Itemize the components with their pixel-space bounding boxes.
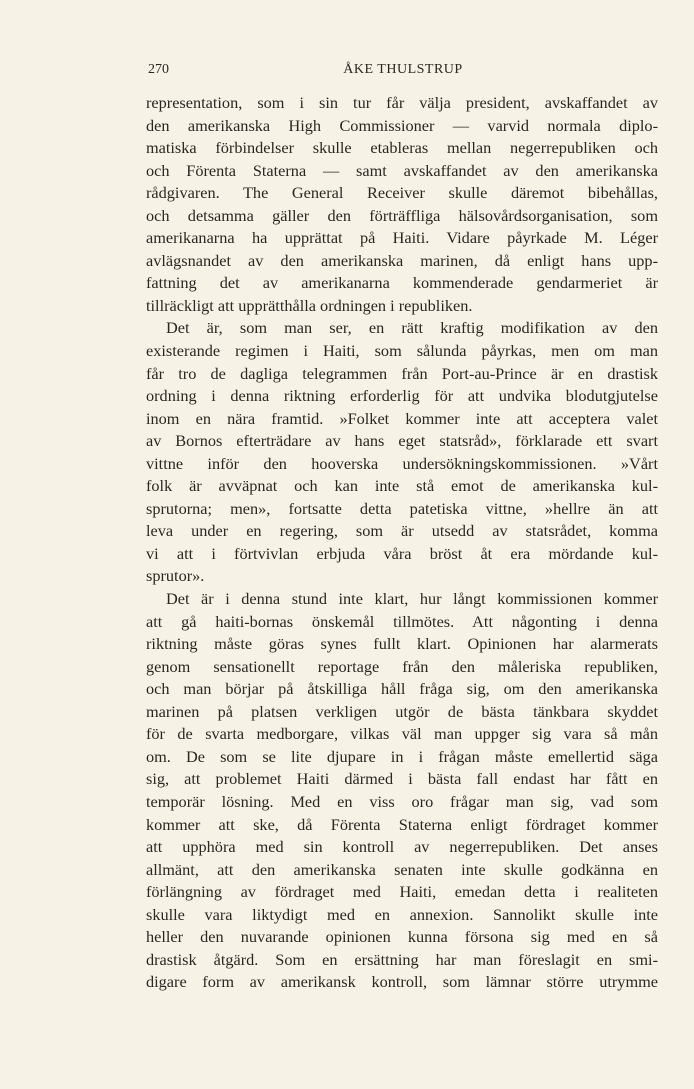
- text-line: Det är i denna stund inte klart, hur långt kommissionen kommer: [166, 589, 658, 609]
- text-line: sig, att problemet Haiti därmed i bästa fall endast har fått en: [146, 769, 658, 789]
- text-line: representation, som i sin tur får välja president, avskaffandet av: [146, 93, 658, 112]
- text-line: ordning i denna riktning erforderlig för att undvika blodutgjutelse: [146, 386, 658, 406]
- text-line: får tro de dagliga telegrammen från Port-au-Prince är en drastisk: [146, 363, 658, 383]
- text-line: avlägsnandet av den amerikanska marinen, då enligt hans upp-: [146, 250, 658, 270]
- text-line: riktning måste göras synes fullt klart. Opinionen har alarmerats: [146, 634, 658, 654]
- text-line: kommer att ske, då Förenta Staterna enligt fördraget kommer: [146, 814, 658, 834]
- text-line: marinen på platsen verkligen utgör de bästa tänkbara skyddet: [146, 701, 658, 721]
- text-line: skulle vara liktydigt med en annexion. Sannolikt skulle inte: [146, 904, 658, 924]
- paragraph: [146, 92, 658, 317]
- running-header: [148, 62, 658, 82]
- text-line: sprutor».: [146, 566, 205, 586]
- running-title: ÅKE THULSTRUP: [343, 62, 463, 77]
- text-line: digare form av amerikansk kontroll, som lämnar större utrymme: [146, 972, 658, 992]
- text-line: tillräckligt att upprätthålla ordningen i republiken.: [146, 295, 473, 315]
- text-line: vi att i förtvivlan erbjuda våra bröst åt era mördande kul-: [146, 543, 658, 563]
- text-line: att gå haiti-bornas önskemål tillmötes. Att någonting i denna: [146, 611, 658, 631]
- text-line: för de svarta medborgare, vilkas väl man uppger sig vara så mån: [146, 724, 658, 744]
- body-text: [146, 92, 658, 994]
- text-line: förlängning av fördraget med Haiti, emedan detta i realiteten: [146, 882, 658, 902]
- text-line: genom sensationellt reportage från den måleriska republiken,: [146, 656, 658, 676]
- text-line: och Förenta Staterna — samt avskaffandet av den amerikanska: [146, 160, 658, 180]
- page-number: 270: [148, 62, 169, 77]
- text-line: inom en nära framtid. »Folket kommer inte att acceptera valet: [146, 408, 658, 428]
- text-line: matiska förbindelser skulle etableras mellan negerrepubliken och: [146, 138, 658, 158]
- text-line: folk är avväpnat och kan inte stå emot de amerikanska kul-: [146, 476, 658, 496]
- text-line: Det är, som man ser, en rätt kraftig modifikation av den: [166, 318, 658, 338]
- text-line: rådgivaren. The General Receiver skulle däremot bibehållas,: [146, 183, 658, 203]
- text-line: allmänt, att den amerikanska senaten inte skulle godkänna en: [146, 859, 658, 879]
- paragraph: [146, 588, 658, 994]
- paragraph: [146, 317, 658, 588]
- text-line: och man börjar på åtskilliga håll fråga sig, om den amerikanska: [146, 679, 658, 699]
- text-line: om. De som se lite djupare in i frågan måste emellertid säga: [146, 746, 658, 766]
- text-line: vittne inför den hooverska undersökningskommissionen. »Vårt: [146, 453, 658, 473]
- text-line: och detsamma gäller den förträffliga hälsovårdsorganisation, som: [146, 205, 658, 225]
- text-line: sprutorna; men», fortsatte detta patetiska vittne, »hellre än att: [146, 498, 658, 518]
- text-line: den amerikanska High Commissioner — varvid normala diplo-: [146, 115, 658, 135]
- text-line: av Bornos efterträdare av hans eget statsråd», förklarade ett svart: [146, 431, 658, 451]
- text-line: amerikanarna ha upprättat på Haiti. Vidare påyrkade M. Léger: [146, 228, 658, 248]
- text-line: leva under en regering, som är utsedd av statsrådet, komma: [146, 521, 658, 541]
- text-line: heller den nuvarande opinionen kunna försona sig med en så: [146, 927, 658, 947]
- text-line: fattning det av amerikanarna kommenderade gendarmeriet är: [146, 273, 658, 293]
- text-line: att upphöra med sin kontroll av negerrepubliken. Det anses: [146, 837, 658, 857]
- text-line: existerande regimen i Haiti, som sålunda påyrkas, men om man: [146, 341, 658, 361]
- text-line: drastisk åtgärd. Som en ersättning har man föreslagit en smi-: [146, 949, 658, 969]
- text-line: temporär lösning. Med en viss oro frågar man sig, vad som: [146, 791, 658, 811]
